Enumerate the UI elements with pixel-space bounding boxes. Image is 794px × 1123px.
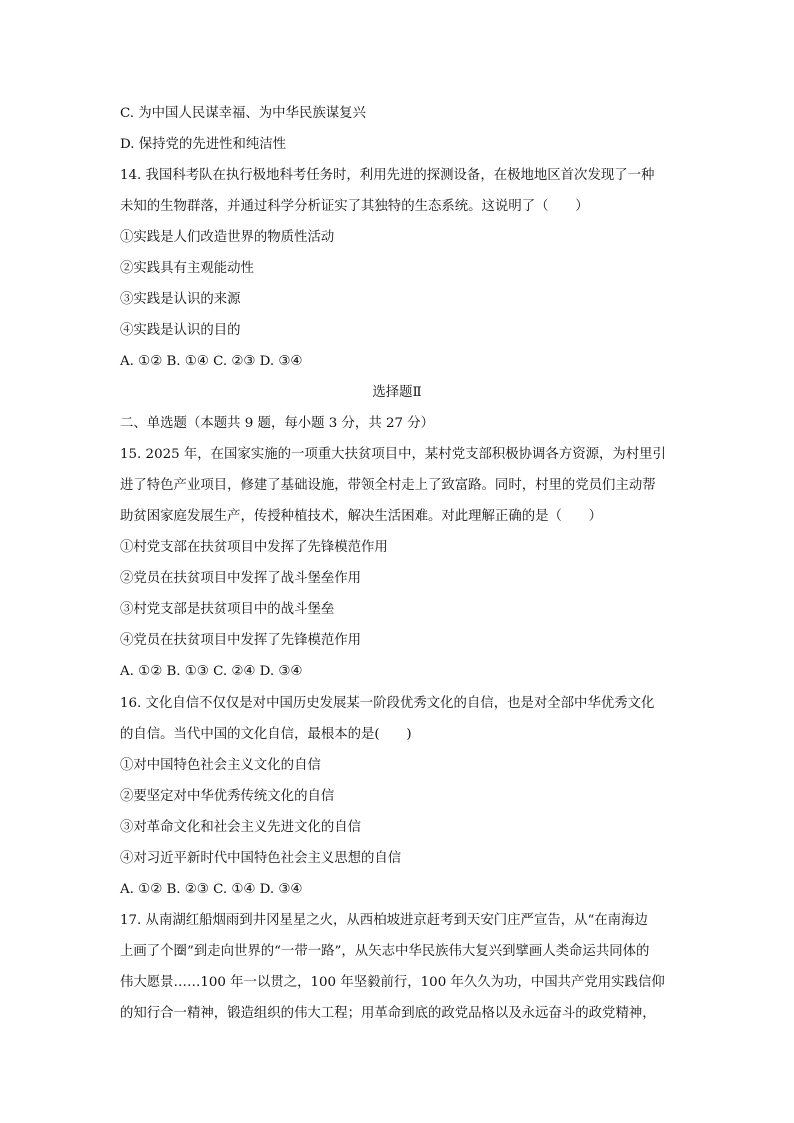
question-17-line-2: 上画了个圈”到走向世界的“一带一路”，从矢志中华民族伟大复兴到擘画人类命运共同体的 xyxy=(120,944,650,959)
statement-3-q16: ③对革命文化和社会主义先进文化的自信 xyxy=(120,820,362,835)
section-title: 选择题Ⅱ xyxy=(372,385,422,400)
question-15-line-2: 进了特色产业项目，修建了基础设施，带领全村走上了致富路。同时，村里的党员们主动帮 xyxy=(120,478,656,493)
question-17-line-3: 伟大愿景……100 年一以贯之，100 年坚毅前行，100 年久久为功，中国共产党用实践信仰 xyxy=(120,975,665,990)
statement-2-q14: ②实践具有主观能动性 xyxy=(120,261,254,276)
question-15-line-3: 助贫困家庭发展生产，传授种植技术，解决生活困难。对此理解正确的是（ ） xyxy=(120,509,603,524)
statement-1-q16: ①对中国特色社会主义文化的自信 xyxy=(120,758,321,773)
statement-4-q16: ④对习近平新时代中国特色社会主义思想的自信 xyxy=(120,851,402,866)
question-16-line-1: 16. 文化自信不仅仅是对中国历史发展某一阶段优秀文化的自信，也是对全部中华优秀文化 xyxy=(120,696,655,711)
statement-3-q15: ③村党支部是扶贫项目中的战斗堡垒 xyxy=(120,602,335,617)
question-15-line-1: 15. 2025 年，在国家实施的一项重大扶贫项目中，某村党支部积极协调各方资源，为村里引 xyxy=(120,447,666,462)
question-17-line-4: 的知行合一精神，锻造组织的伟大工程；用革命到底的政党品格以及永远奋斗的政党精神， xyxy=(120,1006,656,1021)
question-14-line-2: 未知的生物群落，并通过科学分析证实了其独特的生态系统。这说明了（ ） xyxy=(120,199,589,214)
question-16-line-2: 的自信。当代中国的文化自信，最根本的是( ) xyxy=(120,727,412,742)
question-17-line-1: 17. 从南湖红船烟雨到井冈星星之火，从西柏坡进京赶考到天安门庄严宣告，从“在南海边 xyxy=(120,913,648,928)
statement-4-q15: ④党员在扶贫项目中发挥了先锋模范作用 xyxy=(120,633,362,648)
statement-1-q15: ①村党支部在扶贫项目中发挥了先锋模范作用 xyxy=(120,540,388,555)
answer-choices-q15: A. ①② B. ①③ C. ②④ D. ③④ xyxy=(120,664,303,679)
statement-1-q14: ①实践是人们改造世界的物质性活动 xyxy=(120,230,335,245)
option-d-q13: D. 保持党的先进性和纯洁性 xyxy=(120,137,287,152)
answer-choices-q14: A. ①② B. ①④ C. ②③ D. ③④ xyxy=(120,354,303,369)
answer-choices-q16: A. ①② B. ②③ C. ①④ D. ③④ xyxy=(120,882,303,897)
statement-4-q14: ④实践是认识的目的 xyxy=(120,323,241,338)
option-c-q13: C. 为中国人民谋幸福、为中华民族谋复兴 xyxy=(120,106,366,121)
question-14-line-1: 14. 我国科考队在执行极地科考任务时，利用先进的探测设备，在极地地区首次发现了一种 xyxy=(120,168,655,183)
section-heading: 二、单选题（本题共 9 题，每小题 3 分，共 27 分） xyxy=(120,416,435,431)
statement-2-q16: ②要坚定对中华优秀传统文化的自信 xyxy=(120,789,335,804)
statement-3-q14: ③实践是认识的来源 xyxy=(120,292,241,307)
statement-2-q15: ②党员在扶贫项目中发挥了战斗堡垒作用 xyxy=(120,571,362,586)
